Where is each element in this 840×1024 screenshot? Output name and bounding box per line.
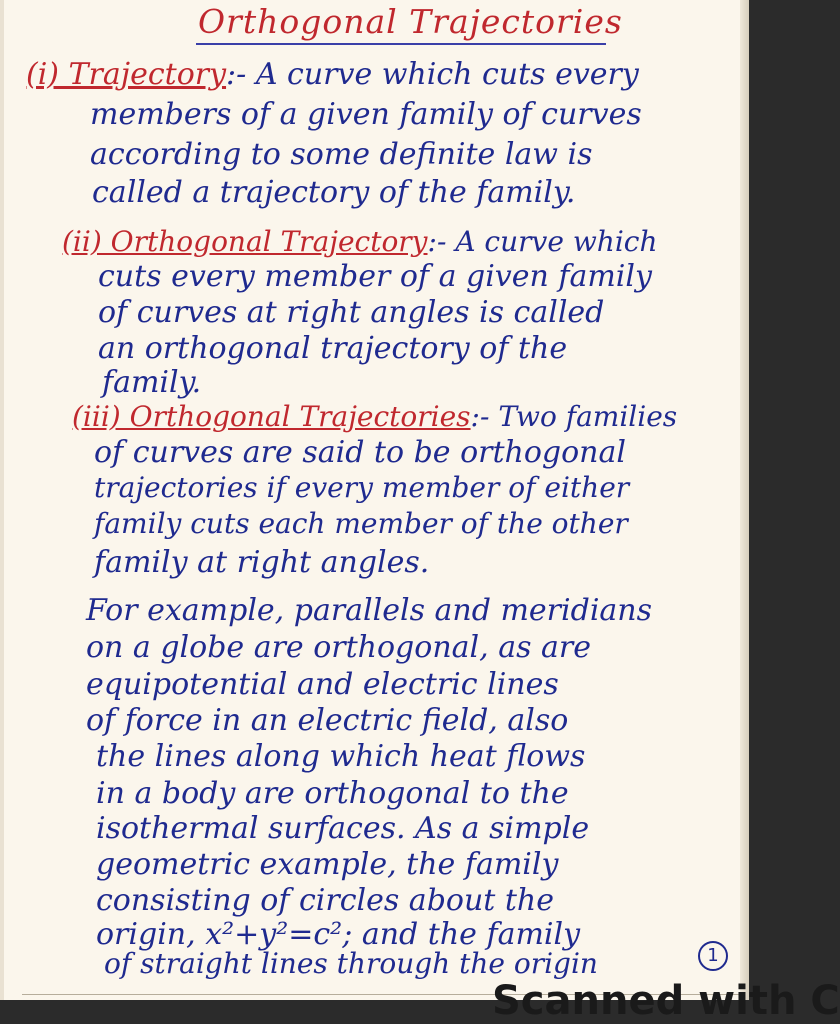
example-line-11: of straight lines through the origin [104,947,598,980]
definition-2-first-line [62,225,658,258]
definition-1-line-3: according to some definite law is [90,137,593,172]
definition-1-line-2: members of a given family of curves [90,97,642,132]
definition-3-label: (iii) Orthogonal Trajectories [72,400,471,433]
definition-2-line-2: cuts every member of a given family [98,259,652,294]
scanner-watermark: Scanned with C [492,978,840,1024]
example-line-8: geometric example, the family [96,847,559,882]
definition-3-line-5: family at right angles. [94,545,430,580]
example-line-3: equipotential and electric lines [86,667,559,702]
example-line-9: consisting of circles about the [96,883,554,918]
definition-2-line-3: of curves at right angles is called [98,295,605,330]
definition-3-line-3: trajectories if every member of either [94,471,630,504]
example-line-4: of force in an electric field, also [86,703,569,738]
definition-3-line-4: family cuts each member of the other [94,507,628,540]
page-title: Orthogonal Trajectories [198,2,623,41]
page-bottom-rule [22,994,742,995]
definition-3-separator: :- [470,400,499,433]
example-line-6: in a body are orthogonal to the [96,776,569,811]
definition-2-line-5: family. [102,365,202,400]
page-edge [740,0,748,1000]
title-underline [196,43,606,45]
page-number-badge: 1 [698,941,728,971]
definition-1-line-4: called a trajectory of the family. [92,175,576,210]
definition-2-label: (ii) Orthogonal Trajectory [62,225,428,258]
example-line-7: isothermal surfaces. As a simple [96,811,590,846]
definition-1-line-1: A curve which cuts every [255,57,639,92]
definition-2-line-4: an orthogonal trajectory of the [98,331,568,366]
definition-3-first-line [72,400,678,433]
definition-2-line-1: A curve which [455,225,658,258]
example-line-1: For example, parallels and meridians [86,593,653,628]
example-line-2: on a globe are orthogonal, as are [86,630,591,665]
definition-1-first-line [26,57,639,92]
example-line-10: origin, x²+y²=c²; and the family [96,917,581,952]
definition-1-label: (i) Trajectory [26,57,227,92]
definition-1-separator: :- [226,57,256,92]
page-margin [0,0,4,1000]
definition-3-line-1: Two families [498,400,678,433]
definition-2-separator: :- [427,225,456,258]
example-line-5: the lines along which heat flows [96,739,586,774]
definition-3-line-2: of curves are said to be orthogonal [94,435,626,470]
